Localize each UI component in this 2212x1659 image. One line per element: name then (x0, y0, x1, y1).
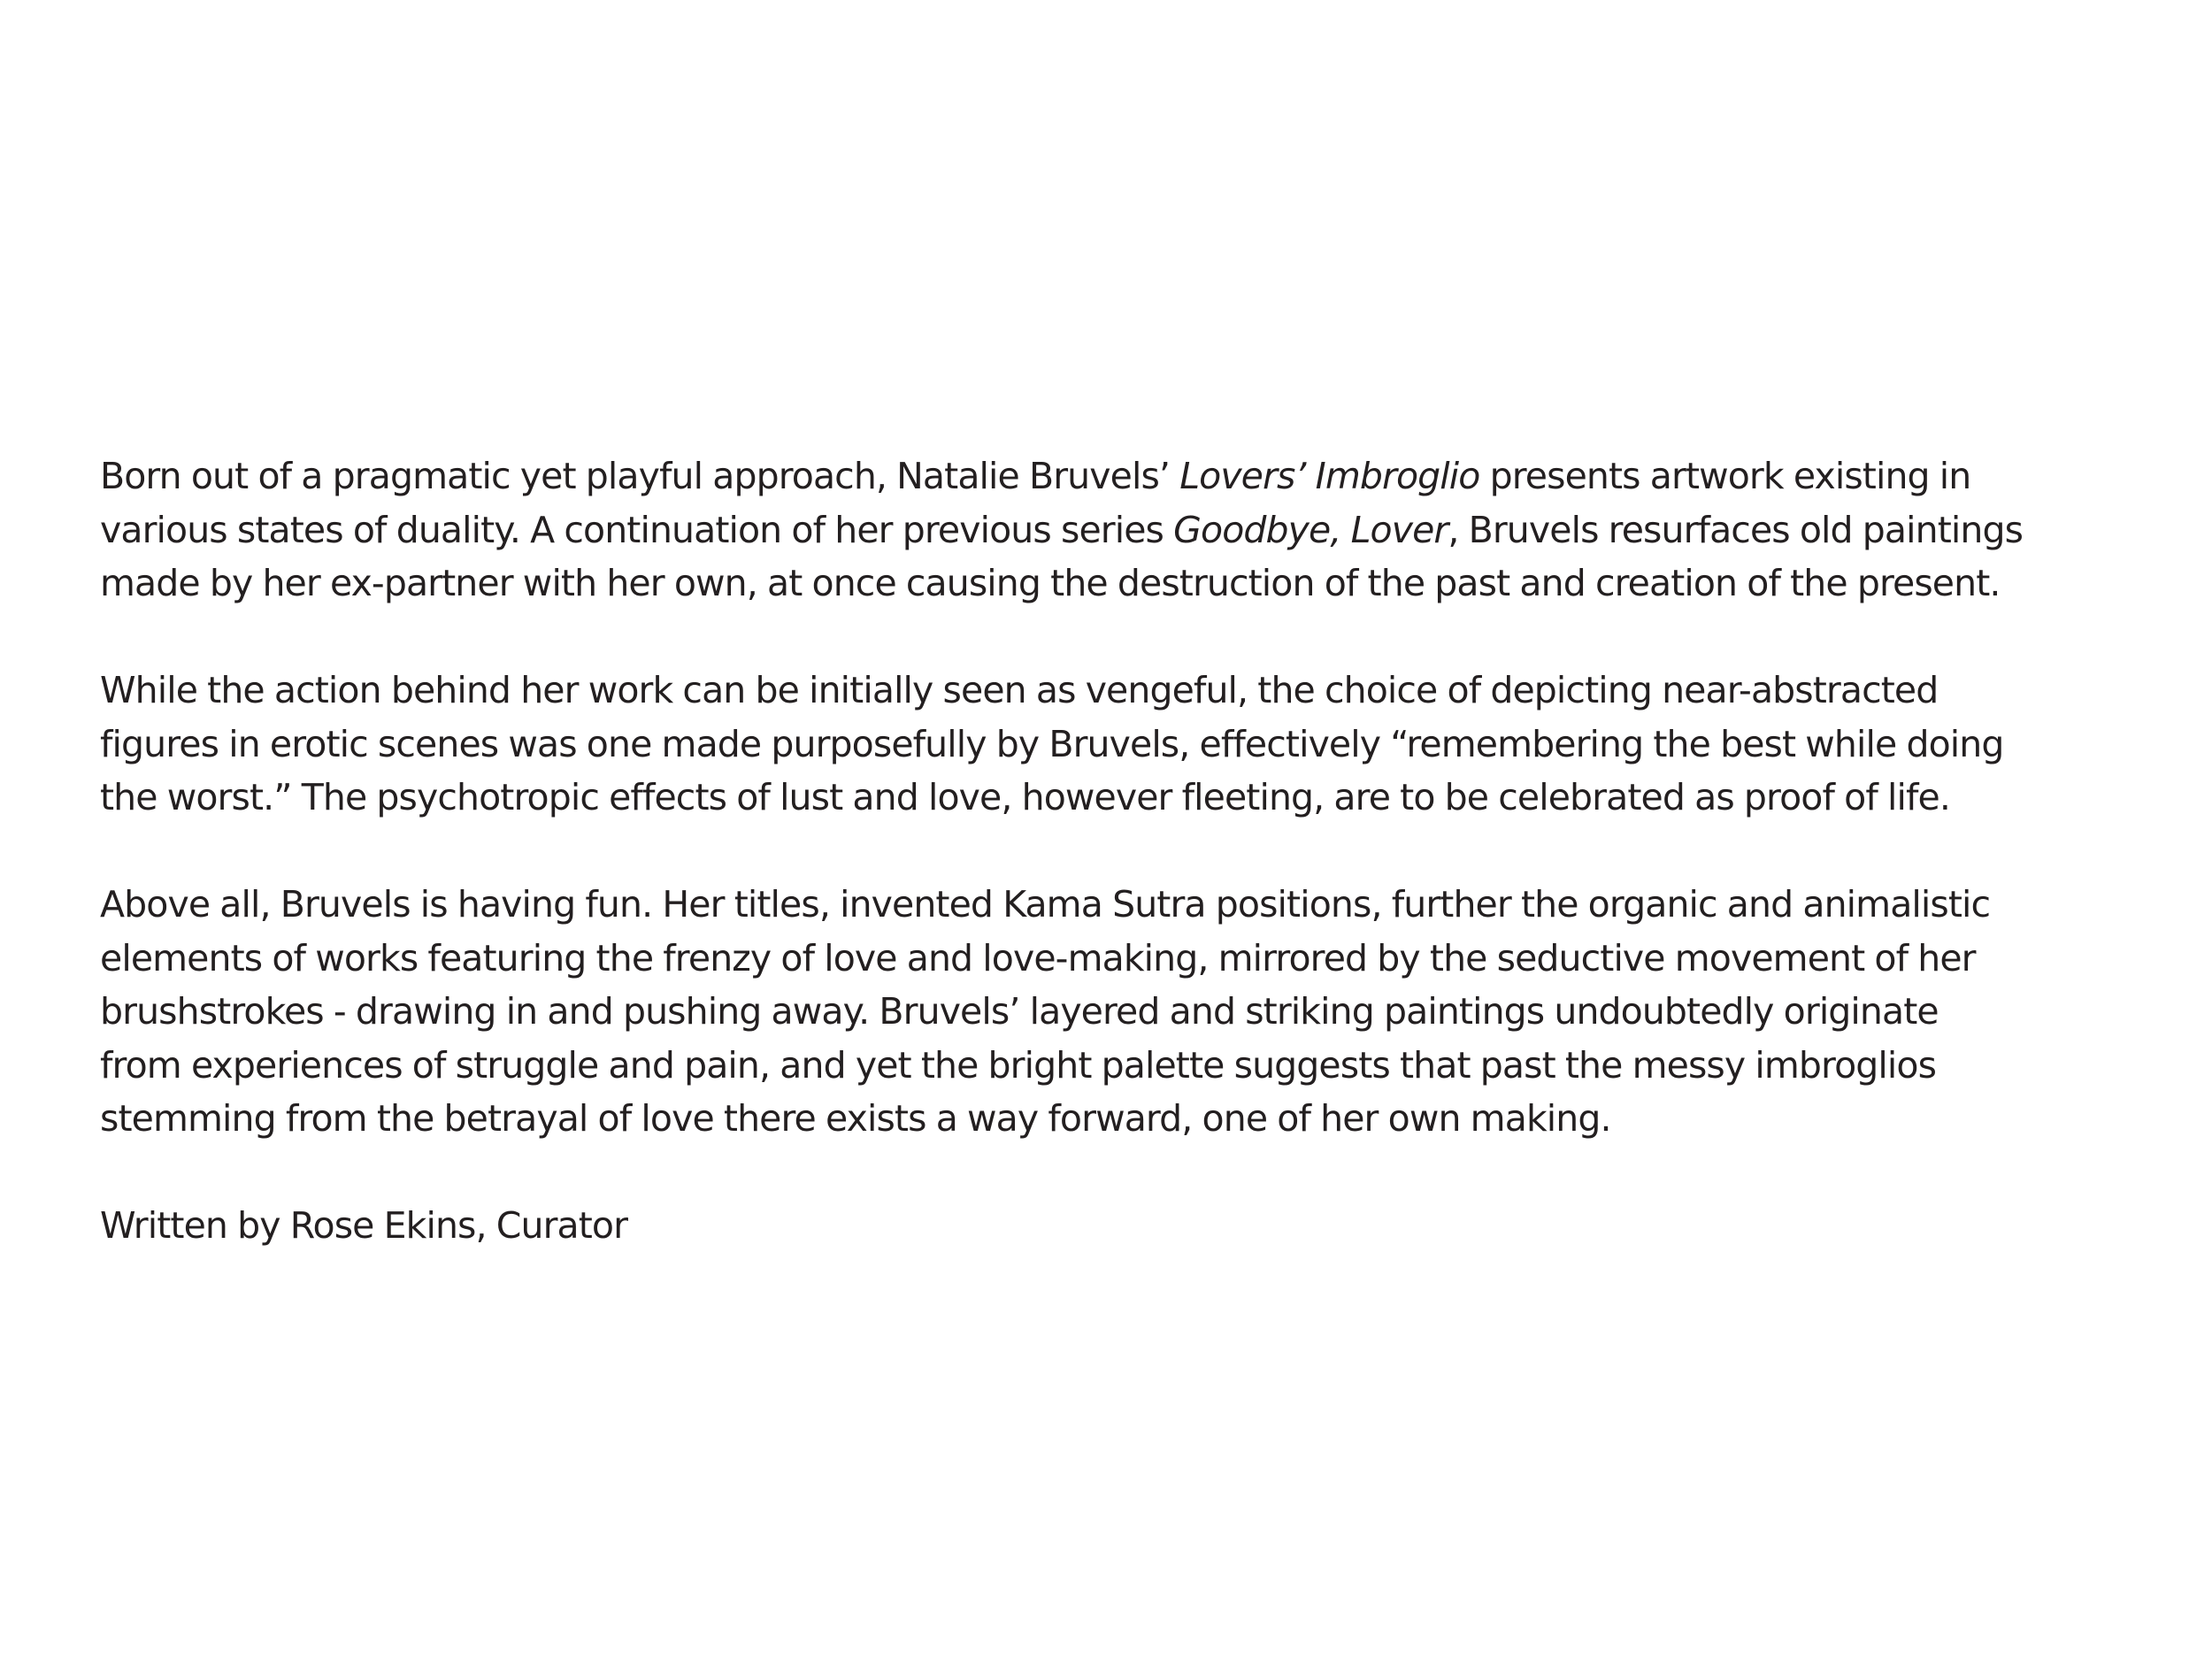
paragraph-conclusion (100, 878, 2162, 1146)
text-line: the worst.” The psychotropic effects of lust and love, however fleeting, are to be celebrated as proof of life. (100, 776, 1950, 818)
text-run: presents artwork existing in (1479, 455, 1971, 497)
text-line: Above all, Bruvels is having fun. Her titles, invented Kama Sutra positions, further the organic and animalistic (100, 883, 1991, 926)
series-title: Goodbye, Lover (1173, 508, 1448, 551)
text-line: made by her ex-partner with her own, at once causing the destruction of the past and creation of the present. (100, 562, 2001, 604)
paragraph-intro (100, 449, 2162, 611)
text-line: stemming from the betrayal of love there exists a way forward, one of her own making. (100, 1097, 1611, 1140)
text-line: elements of works featuring the frenzy of love and love-making, mirrored by the seductive movement of her (100, 936, 1976, 979)
author-credit (100, 1199, 2162, 1253)
curatorial-statement (100, 449, 2162, 1253)
text-line: from experiences of struggle and pain, and yet the bright palette suggests that past the messy imbroglios (100, 1043, 1937, 1087)
text-line (100, 503, 2162, 557)
text-line: brushstrokes - drawing in and pushing away. Bruvels’ layered and striking paintings undoubtedly originate (100, 990, 1939, 1033)
credit-text: Written by Rose Ekins, Curator (100, 1204, 628, 1247)
text-line: figures in erotic scenes was one made purposefully by Bruvels, effectively “remembering the best while doing (100, 722, 2004, 765)
paragraph-intent (100, 664, 2162, 825)
text-run: Born out of a pragmatic yet playful approach, Natalie Bruvels’ (100, 455, 1180, 497)
text-run: various states of duality. A continuation of her previous series (100, 508, 1174, 551)
exhibition-title: Lovers’ Imbroglio (1179, 455, 1480, 497)
text-line: While the action behind her work can be initially seen as vengeful, the choice of depicting near-abstracted (100, 669, 1939, 711)
text-line (100, 449, 2162, 503)
text-run: , Bruvels resurfaces old paintings (1448, 508, 2024, 551)
